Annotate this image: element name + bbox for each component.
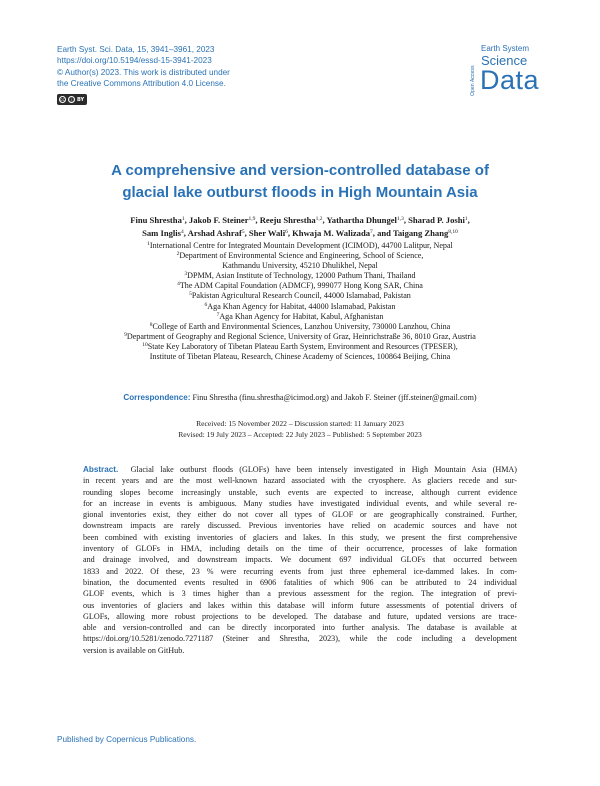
abstract-line: in recent years and are the most well-known hazard associated with the cryosphere. As glaciers recede and sur- bbox=[83, 476, 517, 486]
abstract-label: Abstract. bbox=[83, 465, 119, 474]
attribution-icon: ⓘ bbox=[69, 97, 74, 102]
author-affil-sup: 1,3 bbox=[396, 216, 404, 222]
dates-line: Received: 15 November 2022 – Discussion started: 11 January 2023 bbox=[196, 419, 404, 428]
cc-by-license-icon[interactable] bbox=[57, 94, 87, 105]
license-link[interactable]: the Creative Commons Attribution 4.0 License. bbox=[57, 78, 226, 88]
open-access-label: Open Access bbox=[470, 65, 476, 96]
abstract-line: version is available on GitHub. bbox=[83, 645, 185, 655]
by-label: BY bbox=[77, 96, 85, 103]
author-name: Taigang Zhang bbox=[392, 227, 449, 238]
affiliation: Institute of Tibetan Plateau, Research, Chinese Academy of Sciences, 100864 Beijing, China bbox=[149, 352, 451, 362]
logo-line-data: Data bbox=[480, 65, 540, 95]
author-affil-sup: 1 bbox=[181, 216, 185, 222]
abstract-line: ous inventories of glaciers and lakes within this database will inform future assessments of potential drivers of bbox=[83, 600, 517, 610]
abstract-line: https://doi.org/10.5281/zenodo.7271187 (Steiner and Shrestha, 2023), while the code including a development bbox=[83, 634, 517, 644]
affiliation: Kathmandu University, 45210 Dhulikhel, Nepal bbox=[222, 261, 378, 271]
abstract-line: GLOF events, which is 3 times higher than a previous assessment for the region. The integration of previ- bbox=[83, 589, 517, 599]
author-affil-sup: 4 bbox=[181, 228, 184, 235]
doi-link[interactable]: https://doi.org/10.5194/essd-15-3941-2023 bbox=[57, 56, 212, 66]
author-line: Sam Inglis$^4$, Arshad Ashraf$^5$, Sher Wali$^6$, Khwaja M. Walizada$^7$, and Taigang Zhang$^{8,10}$ bbox=[142, 227, 458, 238]
abstract-line: and drainage involved, and downstream impacts. We document 697 individual GLOFs that occurred between bbox=[83, 555, 517, 565]
affiliation: $^3$DPMM, Asian Institute of Technology, 12000 Pathum Thani, Thailand bbox=[184, 271, 416, 281]
author-name: Finu Shrestha bbox=[130, 215, 182, 225]
paper-title bbox=[40, 160, 560, 204]
author-affil-sup: 8,10 bbox=[448, 228, 458, 235]
author-name: Reeju Shrestha bbox=[259, 215, 316, 225]
publisher-footer[interactable]: Published by Copernicus Publications. bbox=[57, 735, 197, 744]
correspondence-label: Correspondence: bbox=[123, 393, 191, 402]
author-name: Sam Inglis bbox=[142, 227, 182, 238]
affiliation-list bbox=[30, 241, 570, 362]
author-list bbox=[40, 214, 560, 239]
affiliation: $^9$Department of Geography and Regional Science, University of Graz, Heinrichstraße 36, 8010 Graz, Austria bbox=[124, 331, 476, 341]
logo-line-science: Science bbox=[481, 53, 528, 68]
abstract-line: for an increase in events is ambiguous. Many studies have investigated individual events, and while several re- bbox=[83, 498, 517, 508]
affiliation: $^8$College of Earth and Environmental Sciences, Lanzhou University, 730000 Lanzhou, China bbox=[149, 321, 451, 331]
author-name: Jakob F. Steiner bbox=[188, 215, 249, 225]
citation: Earth Syst. Sci. Data, 15, 3941–3961, 2023 bbox=[57, 45, 215, 54]
correspondence-text[interactable]: Finu Shrestha (finu.shrestha@icimod.org) and Jakob F. Steiner (jff.steiner@gmail.com) bbox=[192, 393, 477, 402]
abstract-line: rounding slopes become increasingly unstable, such events are expected to increase, although current evidence bbox=[83, 487, 517, 497]
abstract-line: inventory of GLOFs in HMA, including details on the time of their occurrence, processes of lake formation bbox=[83, 544, 517, 554]
author-affil-sup: 5 bbox=[241, 228, 245, 235]
author-affil-sup: 1 bbox=[464, 216, 468, 222]
title-line: A comprehensive and version-controlled database of bbox=[111, 162, 489, 179]
author-name: Khwaja M. Walizada bbox=[292, 227, 371, 238]
abstract-line: gional inventories exist, they either do not cover all types of GLOF or are geographically constrained. Further, bbox=[83, 510, 517, 520]
cc-icon: cc bbox=[60, 97, 65, 102]
affiliation: $^1$International Centre for Integrated Mountain Development (ICIMOD), 44700 Lalitpur, Nepal bbox=[147, 241, 453, 250]
author-affil-sup: 7 bbox=[370, 228, 373, 235]
copyright-text: © Author(s) 2023. This work is distributed under bbox=[57, 67, 230, 77]
logo-line-earth-system: Earth System bbox=[481, 44, 530, 53]
abstract bbox=[83, 464, 517, 656]
author-name: Yathartha Dhungel bbox=[326, 215, 397, 225]
affiliation: $^{10}$State Key Laboratory of Tibetan Plateau Earth System, Environment and Resources (TPESER), bbox=[142, 341, 458, 351]
abstract-line: able and version-controlled and can be directly incorporated into further analysis. The database is available at bbox=[83, 623, 517, 633]
abstract-line: downstream impacts are rarely discussed. Previous inventories have relied on academic sources and have not bbox=[83, 521, 517, 531]
author-affil-sup: 6 bbox=[285, 228, 288, 235]
affiliation: $^2$Department of Environmental Science and Engineering, School of Science, bbox=[176, 251, 424, 261]
affiliation: $^4$The ADM Capital Foundation (ADMCF), 999077 Hong Kong SAR, China bbox=[177, 281, 423, 291]
journal-meta bbox=[57, 44, 357, 89]
dates-line: Revised: 19 July 2023 – Accepted: 22 July 2023 – Published: 5 September 2023 bbox=[178, 430, 422, 439]
correspondence bbox=[30, 392, 570, 403]
abstract-line: Abstract. Glacial lake outburst floods (GLOFs) have been intensely investigated in High Mountain Asia (HMA) bbox=[83, 465, 517, 474]
author-name: Arshad Ashraf bbox=[187, 227, 242, 238]
abstract-line: GLOFs, allowing more robust projections to be developed. The database and future, updated versions are trace- bbox=[83, 611, 517, 621]
affiliation: $^6$Aga Khan Agency for Habitat, 44000 Islamabad, Pakistan bbox=[204, 301, 396, 311]
author-name: Sharad P. Joshi bbox=[408, 215, 465, 225]
abstract-line: 1833 and 2022. Of these, 23 % were recurring events from just three ephemeral ice-dammed lakes. In com- bbox=[83, 566, 517, 576]
abstract-line: bination, the documented events resulted in 6906 fatalities of which 906 can be attributed to 24 individual bbox=[83, 577, 517, 587]
author-affil-sup: 1,2 bbox=[315, 216, 323, 222]
author-line: Finu Shrestha$^1$, Jakob F. Steiner$^{1,9}$, Reeju Shrestha$^{1,2}$, Yathartha Dhungel$^{1,3}$, Sharad P. Joshi$^1$, bbox=[130, 215, 470, 225]
author-name: Sher Wali bbox=[248, 227, 286, 238]
affiliation: $^7$Aga Khan Agency for Habitat, Kabul, Afghanistan bbox=[216, 311, 384, 321]
title-line: glacial lake outburst floods in High Mountain Asia bbox=[122, 184, 478, 201]
author-affil-sup: 1,9 bbox=[248, 216, 256, 222]
abstract-line: been combined with existing inventories of glaciers and lakes. In this study, we present the first comprehensive bbox=[83, 532, 517, 542]
affiliation: $^5$Pakistan Agricultural Research Council, 44000 Islamabad, Pakistan bbox=[189, 291, 411, 301]
publication-dates bbox=[30, 418, 570, 440]
